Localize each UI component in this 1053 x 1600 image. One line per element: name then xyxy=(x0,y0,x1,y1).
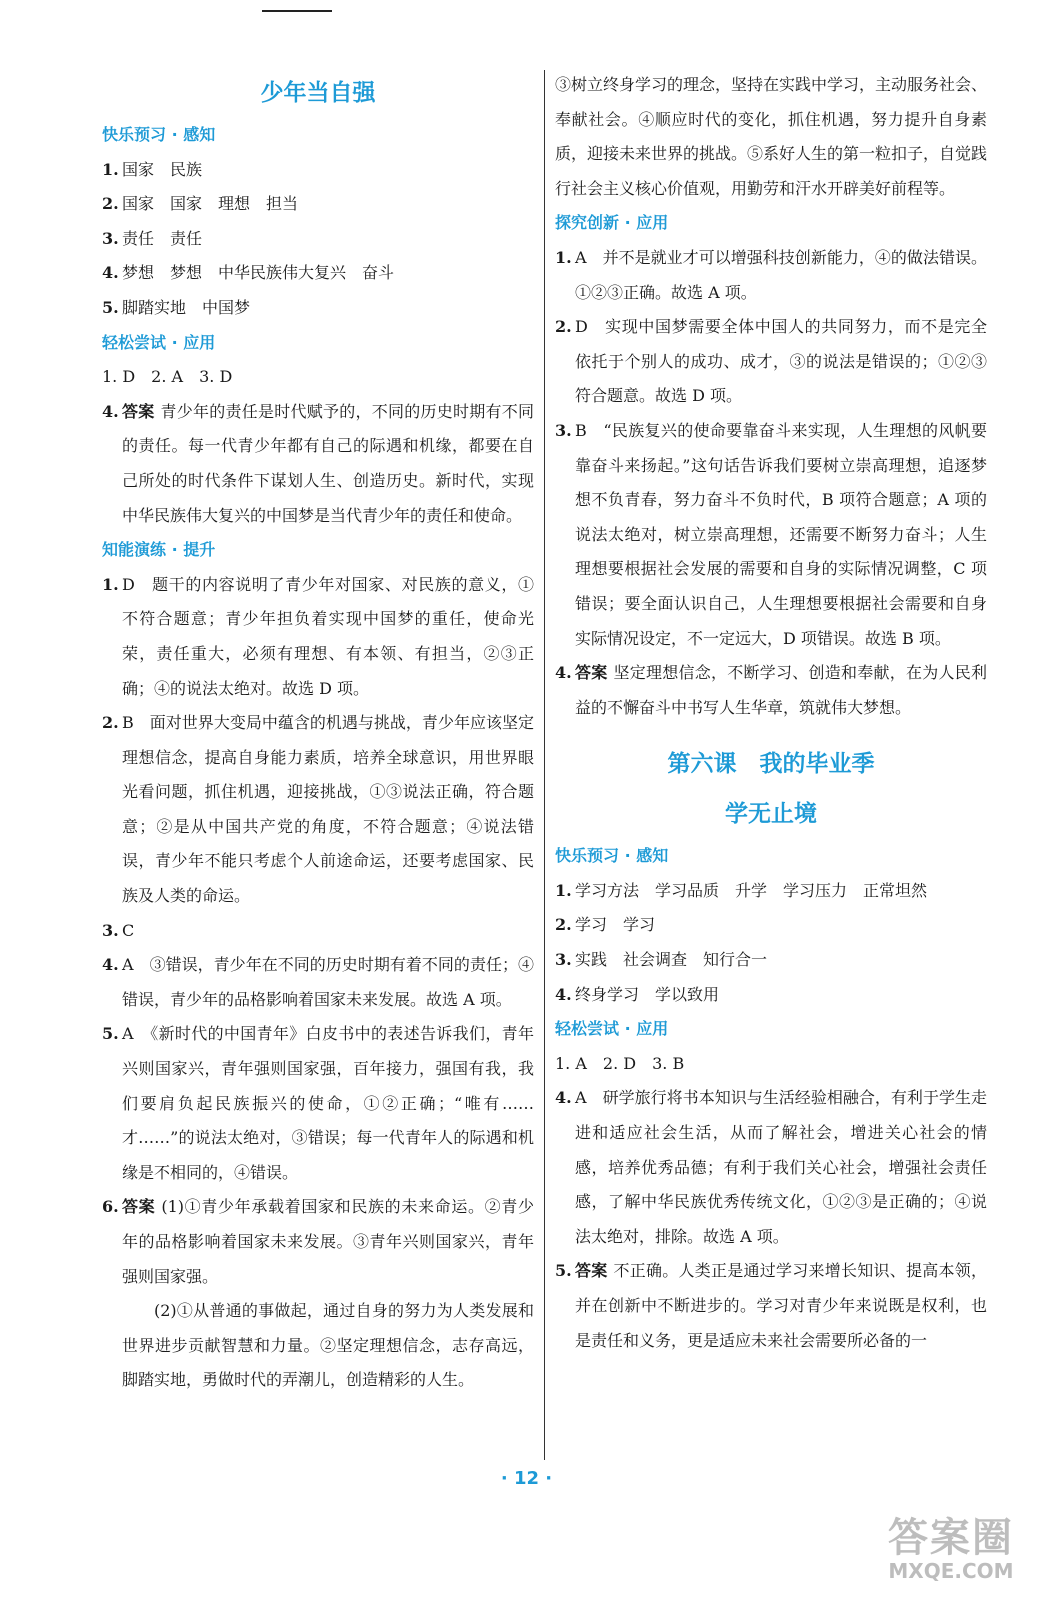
item-number: 5. xyxy=(555,1261,572,1281)
answer-item xyxy=(555,414,987,656)
answer-item xyxy=(102,568,534,706)
page-number: · 12 · xyxy=(500,1468,553,1489)
answer-item xyxy=(555,943,987,978)
watermark-text: 答案圈 xyxy=(888,1515,1014,1561)
item-text: 脚踏实地 中国梦 xyxy=(122,297,251,317)
item-text: D 题干的内容说明了青少年对国家、对民族的意义，①不符合题意；青少年担负着实现中国梦的重任，使命光荣，责任重大，必须有理想、有本领、有担当，②③正确；④的说法太绝对。故选 D 项。 xyxy=(122,574,534,698)
watermark-logo xyxy=(871,1516,1031,1582)
item-text: 终身学习 学以致用 xyxy=(575,984,720,1004)
answer-text: 坚定理想信念，不断学习、创造和奉献，在为人民利益的不懈奋斗中书写人生华章，筑就伟大梦想。 xyxy=(575,663,987,717)
answer-item xyxy=(102,706,534,914)
answer-item xyxy=(102,1017,534,1190)
answer-item xyxy=(102,153,534,188)
item-number: 4. xyxy=(102,401,119,421)
answer-label: 答案 xyxy=(122,1197,156,1217)
item-text: D 实现中国梦需要全体中国人的共同努力，而不是完全依托于个别人的成功、成才，③的说法是错误的；①②③符合题意。故选 D 项。 xyxy=(575,317,987,406)
item-text: 学习方法 学习品质 升学 学习压力 正常坦然 xyxy=(575,880,928,900)
answer-paragraph: (2)①从普通的事做起，通过自身的努力为人类发展和世界进步贡献智慧和力量。②坚定理想信念，志存高远，脚踏实地，勇做时代的弄潮儿，创造精彩的人生。 xyxy=(122,1301,534,1390)
answer-item xyxy=(555,241,987,310)
answer-text: (1)①青少年承载着国家和民族的未来命运。②青少年的品格影响着国家未来发展。③青年兴则国家兴，青年强则国家强。 xyxy=(122,1197,534,1286)
item-text xyxy=(122,1190,534,1294)
item-number: 4. xyxy=(102,263,119,283)
item-text: 责任 责任 xyxy=(122,228,203,248)
item-text: 实践 社会调查 知行合一 xyxy=(575,950,768,970)
item-text: C xyxy=(122,920,135,940)
right-column xyxy=(555,68,987,1358)
item-text xyxy=(575,656,987,725)
item-text: A 并不是就业才可以增强科技创新能力，④的做法错误。①②③正确。故选 A 项。 xyxy=(575,247,987,302)
answer-label: 答案 xyxy=(575,1261,608,1281)
item-text: 学习 学习 xyxy=(575,915,656,935)
lesson-title: 第六课 我的毕业季 xyxy=(667,751,875,778)
answer-item xyxy=(102,222,534,257)
answer-item xyxy=(555,1254,987,1358)
answer-line: 1. A 2. D 3. B xyxy=(555,1053,685,1073)
section-title: 少年当自强 xyxy=(260,80,376,106)
item-text: B “民族复兴的使命要靠奋斗来实现，人生理想的风帆要靠奋斗来扬起。”这句话告诉我们要树立崇高理想，追逐梦想不负青春，努力奋斗不负时代，B 项符合题意；A 项的说法太绝对，树立崇高理想，还需要不断努力奋斗；人生理想要根据社会发展的需要和自身的实际情况调整，C 项错误；要全面认识自己，人生理想要根据社会需要和自身实际情况设定，不一定远大，D 项错误。故选 B 项。 xyxy=(575,420,987,648)
item-number: 5. xyxy=(102,1024,119,1044)
item-number: 4. xyxy=(555,984,572,1004)
item-number: 3. xyxy=(102,920,119,940)
section-heading: 快乐预习 · 感知 xyxy=(555,846,669,866)
item-number: 1. xyxy=(555,880,572,900)
left-column xyxy=(102,68,534,1398)
answer-item xyxy=(102,395,534,533)
answer-item xyxy=(555,1081,987,1254)
answer-item xyxy=(555,656,987,725)
item-text xyxy=(575,1254,987,1358)
item-number: 1. xyxy=(102,574,119,594)
answer-label: 答案 xyxy=(122,401,155,421)
section-heading: 轻松尝试 · 应用 xyxy=(102,332,216,352)
item-text: 国家 民族 xyxy=(122,159,203,179)
item-number: 1. xyxy=(555,247,572,267)
item-number: 4. xyxy=(102,955,119,975)
item-text: B 面对世界大变局中蕴含的机遇与挑战，青少年应该坚定理想信念，提高自身能力素质，培养全球意识，用世界眼光看问题，抓住机遇，迎接挑战，①③说法正确，符合题意；②是从中国共产党的角度，不符合题意；④说法错误，青少年不能只考虑个人前途命运，还要考虑国家、民族及人类的命运。 xyxy=(122,713,534,906)
answer-item xyxy=(102,1190,534,1294)
item-number: 3. xyxy=(555,420,572,440)
item-number: 1. xyxy=(102,159,119,179)
answer-item xyxy=(102,914,534,949)
item-number: 3. xyxy=(555,950,572,970)
answer-item xyxy=(102,256,534,291)
answer-label: 答案 xyxy=(575,663,608,683)
answer-item xyxy=(102,291,534,326)
answer-item xyxy=(102,187,534,222)
section-heading: 轻松尝试 · 应用 xyxy=(555,1019,669,1039)
answer-item xyxy=(555,908,987,943)
item-number: 5. xyxy=(102,297,119,317)
item-number: 2. xyxy=(555,915,572,935)
answer-text: 不正确。人类正是通过学习来增长知识、提高本领，并在创新中不断进步的。学习对青少年来说既是权利，也是责任和义务，更是适应未来社会需要所必备的一 xyxy=(575,1261,987,1350)
answer-text: 青少年的责任是时代赋予的，不同的历史时期有不同的责任。每一代青少年都有自己的际遇和机缘，都要在自己所处的时代条件下谋划人生、创造历史。新时代，实现中华民族伟大复兴的中国梦是当代青少年的责任和使命。 xyxy=(122,401,534,525)
answer-item xyxy=(555,978,987,1013)
section-heading: 探究创新 · 应用 xyxy=(555,213,669,233)
answer-item xyxy=(555,310,987,414)
item-text: 梦想 梦想 中华民族伟大复兴 奋斗 xyxy=(122,263,395,283)
continued-text: ③树立终身学习的理念，坚持在实践中学习，主动服务社会、奉献社会。④顺应时代的变化，抓住机遇，努力提升自身素质，迎接未来世界的挑战。⑤系好人生的第一粒扣子，自觉践行社会主义核心价值观，用勤劳和汗水开辟美好前程等。 xyxy=(555,75,988,198)
item-text: 国家 国家 理想 担当 xyxy=(122,194,299,214)
column-divider xyxy=(544,70,545,1460)
item-number: 4. xyxy=(555,663,572,683)
item-number: 2. xyxy=(555,317,572,337)
item-number: 4. xyxy=(555,1088,572,1108)
item-text: A 《新时代的中国青年》白皮书中的表述告诉我们，青年兴则国家兴，青年强则国家强，百年接力，强国有我，我们要肩负起民族振兴的使命，①②正确；“唯有……才……”的说法太绝对，③错误；每一代青年人的际遇和机缘是不相同的，④错误。 xyxy=(122,1024,534,1182)
answer-item xyxy=(555,874,987,909)
section-heading: 知能演练 · 提升 xyxy=(102,540,216,560)
answer-line: 1. D 2. A 3. D xyxy=(102,367,233,387)
section-title: 学无止境 xyxy=(725,801,817,828)
item-number: 6. xyxy=(102,1197,119,1217)
item-text: A ③错误，青少年在不同的历史时期有着不同的责任；④错误，青少年的品格影响着国家未来发展。故选 A 项。 xyxy=(122,955,534,1009)
answer-item xyxy=(102,948,534,1017)
section-heading: 快乐预习 · 感知 xyxy=(102,125,216,144)
item-number: 3. xyxy=(102,228,119,248)
item-number: 2. xyxy=(102,713,119,733)
watermark-url: MXQE.COM xyxy=(888,1559,1014,1583)
top-rule xyxy=(262,10,332,12)
item-number: 2. xyxy=(102,194,119,214)
item-text xyxy=(122,395,534,533)
item-text: A 研学旅行将书本知识与生活经验相融合，有利于学生走进和适应社会生活，从而了解社会，增进关心社会的情感，培养优秀品德；有利于我们关心社会，增强社会责任感，了解中华民族优秀传统文化，①②③是正确的；④说法太绝对，排除。故选 A 项。 xyxy=(575,1088,987,1246)
